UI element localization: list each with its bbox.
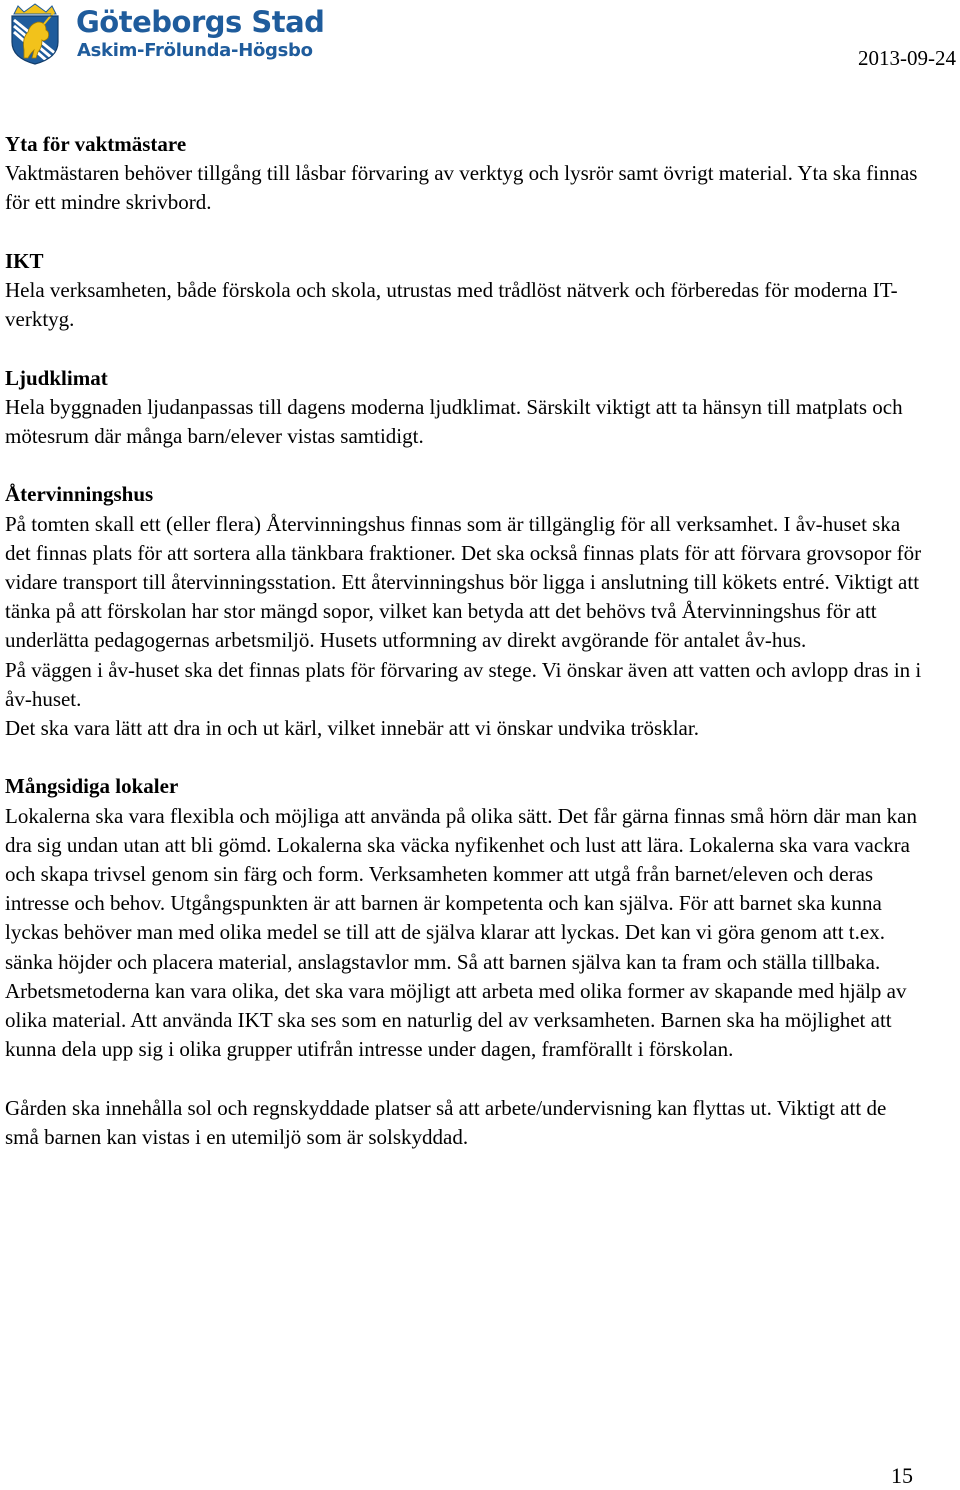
org-name: Göteborgs Stad	[76, 5, 325, 39]
goteborg-coat-of-arms-icon	[4, 2, 66, 66]
section-heading: IKT	[5, 248, 44, 273]
page-number: 15	[891, 1463, 913, 1488]
section-paragraph: Lokalerna ska vara flexibla och möjliga att använda på olika sätt. Det får gärna finnas små hörn där man kan dra sig undan utan att bli gömd. Lokalerna ska väcka nyfikenhet och lust att lära. Lokalerna ska vara vackra och skapa trivsel genom sin färg och form. Verksamheten kommer att utgå från barnet/eleven och deras intresse och behov. Utgångspunkten är att barnen är kompetenta och kan själva. För att barnet ska kunna lyckas behöver man med olika medel se till att de själva klarar att lyckas. Det kan vi göra genom att t.ex. sänka höjder och placera material, anslagstavlor mm. Så att barnen själva kan ta fram och ställa tillbaka.	[5, 803, 917, 974]
section-ljudklimat	[5, 364, 925, 452]
section-paragraph: Arbetsmetoderna kan vara olika, det ska vara möjligt att arbeta med olika former av skapande med hjälp av olika material. Att använda IKT ska ses som en naturlig del av verksamheten. Barnen ska ha möjlighet att kunna dela upp sig i olika grupper utifrån intresse under dagen, framförallt i förskolan.	[5, 978, 907, 1062]
section-heading: Återvinningshus	[5, 482, 154, 507]
section-heading: Mångsidiga lokaler	[5, 774, 179, 799]
section-paragraph: På tomten skall ett (eller flera) Återvinningshus finnas som är tillgänglig för all verksamhet. I åv-huset ska det finnas plats för att sortera alla tänkbara fraktioner. Det ska också finnas plats för att förvara grovsopor för vidare transport till återvinningsstation. Ett återvinningshus bör ligga i anslutning till kökets entré. Viktigt att tänka på att förskolan har stor mängd sopor, vilket kan betyda att det behövs två Återvinningshus för att underlätta pedagogernas arbetsmiljö. Husets utformning av direkt avgörande för antalet åv-hus.	[5, 511, 922, 653]
section-garden	[5, 1094, 925, 1152]
document-date: 2013-09-24	[858, 46, 956, 70]
org-subtitle: Askim-Frölunda-Högsbo	[77, 40, 313, 61]
section-paragraph: Hela verksamheten, både förskola och skola, utrustas med trådlöst nätverk och förberedas för moderna IT-verktyg.	[5, 278, 898, 332]
document-body	[5, 130, 925, 1152]
section-paragraph: Hela byggnaden ljudanpassas till dagens moderna ljudklimat. Särskilt viktigt att ta hänsyn till matplats och mötesrum där många barn/elever vistas samtidigt.	[5, 394, 903, 448]
page-header	[0, 0, 960, 80]
section-heading: Yta för vaktmästare	[5, 132, 187, 156]
section-vaktmastare	[5, 130, 925, 218]
section-paragraph: Vaktmästaren behöver tillgång till låsbar förvaring av verktyg och lysrör samt övrigt material. Yta ska finnas för ett mindre skrivbord.	[5, 161, 918, 215]
section-paragraph: På väggen i åv-huset ska det finnas plats för förvaring av stege. Vi önskar även att vatten och avlopp dras in i åv-huset.	[5, 657, 922, 711]
section-paragraph: Det ska vara lätt att dra in och ut kärl, vilket innebär att vi önskar undvika trösklar.	[5, 716, 699, 741]
section-ikt	[5, 247, 925, 335]
section-mangsidiga-lokaler	[5, 772, 925, 1064]
section-paragraph: Gården ska innehålla sol och regnskyddade platser så att arbete/undervisning kan flyttas ut. Viktigt att de små barnen kan vistas i en utemiljö som är solskyddad.	[5, 1095, 887, 1149]
section-atervinningshus	[5, 480, 925, 743]
section-heading: Ljudklimat	[5, 365, 108, 390]
